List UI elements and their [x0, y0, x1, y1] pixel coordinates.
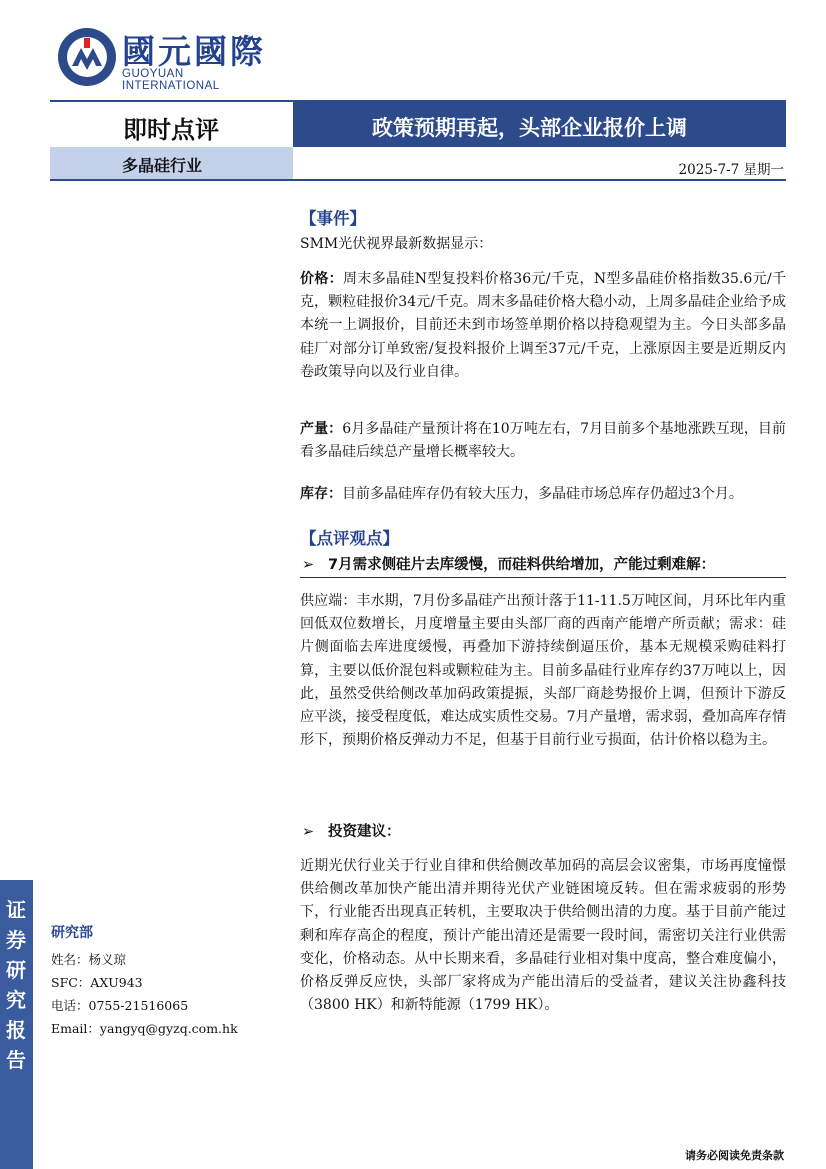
side-label-char: 研 [6, 958, 26, 982]
event-heading: 【事件】 [300, 209, 366, 228]
side-label-char: 报 [6, 1018, 26, 1042]
point2-title: 投资建议： [328, 824, 401, 840]
price-label: 价格： [300, 271, 344, 287]
event-output-paragraph [300, 418, 786, 464]
date-box [293, 147, 786, 179]
point2-title-line [302, 820, 788, 844]
side-label-char: 券 [6, 928, 26, 952]
output-text: 6月多晶硅产量预计将在10万吨左右，7月目前多个基地涨跌互现，目前看多晶硅后续总产量增长概率较大。 [300, 421, 786, 461]
header-rule-bottom [50, 179, 786, 181]
event-intro: SMM光伏视界最新数据显示： [300, 236, 493, 252]
report-type-box [50, 102, 293, 147]
point1-paragraph: 供应端：丰水期，7月份多晶硅产出预计落于11-11.5万吨区间，月环比年内重回低双位数增长，月度增量主要由头部厂商的西南产能增产所贡献；需求：硅片侧面临去库进度缓慢，再叠加下游持续倒逼压价，基本无规模采购硅料打算，主要以低价混包料或颗粒硅为主。目前多晶硅行业库存约37万吨以上，因此，虽然受供给侧改革加码政策提振，头部厂商趁势报价上调，但预计下游反应平淡，接受程度低，难达成实质性交易。7月产量增，需求弱，叠加高库存情形下，预期价格反弹动力不足，但基于目前行业亏损面，估计价格以稳为主。 [300, 593, 786, 749]
point1-title: 7月需求侧硅片去库缓慢，而硅料供给增加，产能过剩难解： [328, 557, 716, 573]
comment-heading: 【点评观点】 [300, 529, 399, 548]
report-title-box [293, 102, 786, 147]
side-label-bar [0, 880, 33, 1169]
point1-title-line [302, 553, 788, 577]
event-inventory-paragraph [300, 483, 786, 506]
report-type: 即时点评 [123, 116, 219, 144]
point2-paragraph: 近期光伏行业关于行业自律和供给侧改革加码的高层会议密集，市场再度憧憬供给侧改革加快产能出清并期待光伏产业链困境反转。但在需求疲弱的形势下，行业能否出现真正转机，主要取决于供给侧出清的力度。基于目前产能过剩和库存高企的程度，预计产能出清还是需要一段时间，需密切关注行业供需变化，价格动态。从中长期来看，多晶硅行业相对集中度高，整合难度偏小，价格反弹反应快，头部厂家将成为产能出清后的受益者，建议关注协鑫科技（3800 HK）和新特能源（1799 HK）。 [300, 858, 786, 1014]
contact-email[interactable]: Email：yangyq@gyzq.com.hk [51, 1021, 238, 1036]
inventory-text: 目前多晶硅库存仍有较大压力，多晶硅市场总库存仍超过3个月。 [342, 486, 743, 502]
contact-phone: 电话：0755-21516065 [51, 998, 189, 1013]
sector-box [50, 147, 293, 179]
arrow-bullet-icon: ➢ [302, 824, 315, 840]
side-label-char: 证 [6, 898, 26, 922]
logo-name-en: GUOYUAN INTERNATIONAL [122, 68, 220, 92]
company-logo [56, 26, 281, 92]
report-date: 2025-7-7 星期一 [678, 162, 784, 178]
inventory-label: 库存： [300, 486, 342, 502]
event-price-paragraph [300, 268, 786, 384]
output-label: 产量： [300, 421, 343, 437]
contact-name: 姓名：杨义琼 [51, 952, 127, 967]
side-label-char: 告 [6, 1048, 26, 1072]
sector-label: 多晶硅行业 [122, 156, 203, 175]
point-rule-top [300, 577, 786, 578]
analyst-contact [51, 922, 291, 1040]
arrow-bullet-icon: ➢ [302, 557, 315, 573]
disclaimer-note[interactable]: 请务必阅读免责条款 [685, 1149, 784, 1162]
price-text: 周末多晶硅N型复投料价格36元/千克，N型多晶硅价格指数35.6元/千克，颗粒硅报价34元/千克。周末多晶硅价格大稳小动，上周多晶硅企业给予成本统一上调报价，目前还未到市场签单期价格以持稳观望为主。今日头部多晶硅厂对部分订单致密/复投料报价上调至37元/千克，上涨原因主要是近期反内卷政策导向以及行业自律。 [300, 271, 787, 380]
guoyuan-logo-icon [56, 26, 118, 88]
contact-dept: 研究部 [51, 925, 93, 941]
report-title: 政策预期再起，头部企业报价上调 [372, 116, 687, 140]
side-label-char: 究 [6, 988, 26, 1012]
contact-sfc: SFC：AXU943 [51, 975, 143, 990]
logo-name-cn: 國元國際 [122, 32, 266, 71]
